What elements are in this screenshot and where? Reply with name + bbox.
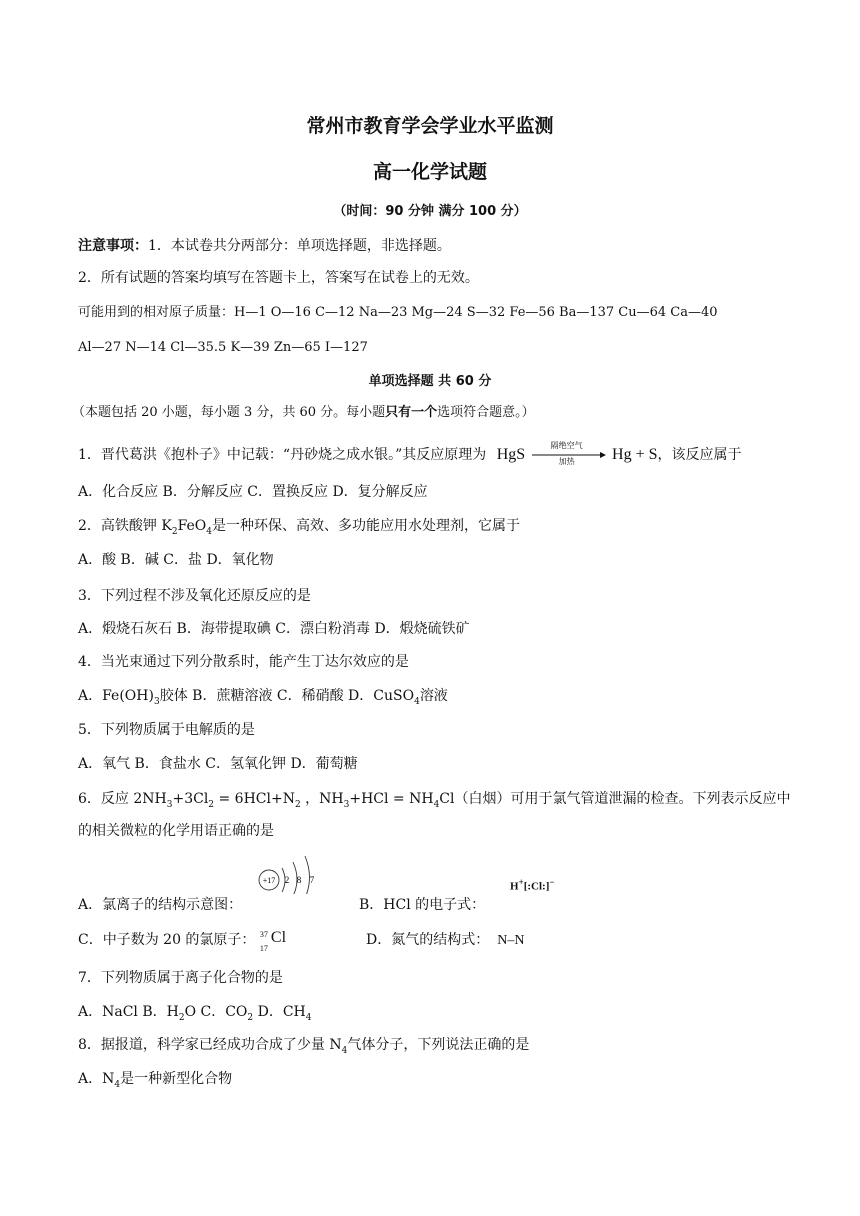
section-instructions: （本题包括 20 小题，每小题 3 分，共 60 分。每小题只有一个选项符合题意。）	[72, 405, 535, 420]
question-6-option-a: A．氯离子的结构示意图：	[78, 897, 243, 913]
question-6-option-c: C．中子数为 20 的氯原子： 37 17 Cl	[78, 930, 296, 950]
notes-line-1	[78, 236, 451, 256]
question-6-stem-line-2: 的相关微粒的化学用语正确的是	[78, 823, 274, 839]
shell-electrons-2: 8	[296, 875, 302, 885]
question-6-option-d: D．氮气的结构式： N–N	[366, 932, 525, 948]
q1-condition-top: 隔绝空气	[550, 441, 583, 450]
question-1-stem: 1．晋代葛洪《抱朴子》中记载：“丹砂烧之成水银。”其反应原理为 HgS 隔绝空气 加热 Hg + S，该反应属于	[78, 441, 742, 466]
exam-info: （时间：90 分钟 满分 100 分）	[333, 204, 527, 219]
isotope-atomic-number: 17	[259, 944, 268, 953]
question-4-stem: 4．当光束通过下列分散系时，能产生丁达尔效应的是	[78, 654, 409, 670]
shell-electrons-1: 2	[284, 875, 290, 885]
hcl-electron-formula: H+[:Cl:]−	[510, 877, 555, 893]
question-8-stem: 8．据报道，科学家已经成功合成了少量 $N_4$气体分子，下列说法正确的是	[78, 1037, 530, 1056]
section-title: 单项选择题 共 60 分	[368, 374, 492, 389]
question-6-option-b: B．HCl 的电子式：	[359, 897, 486, 913]
question-4-options: A．$Fe(OH)_3$胶体 B．蔗糖溶液 C．稀硝酸 D．CuSO$_4$溶液	[78, 688, 448, 707]
question-5-stem: 5．下列物质属于电解质的是	[78, 722, 255, 738]
question-2-options: A．酸 B．碱 C．盐 D．氧化物	[78, 552, 274, 568]
question-7-stem: 7．下列物质属于离子化合物的是	[78, 970, 283, 986]
emphasis-only-one: 只有一个	[385, 405, 438, 420]
q1-reactant: HgS	[496, 446, 526, 463]
nucleus-charge: +17	[262, 876, 276, 885]
atomic-masses-line-1: 可能用到的相对原子质量：H—1 O—16 C—12 Na—23 Mg—24 S—32 Fe—56 Ba—137 Cu—64 Ca—40	[78, 305, 718, 320]
exam-title: 常州市教育学会学业水平监测	[306, 115, 554, 137]
q1-products: Hg + S	[612, 446, 658, 463]
chloride-ion-structure-diagram	[256, 852, 324, 894]
notes-item-1: 1．本试卷共分两部分：单项选择题，非选择题。	[148, 238, 451, 254]
shell-electrons-3: 7	[309, 875, 315, 885]
q1-condition-bottom: 加热	[558, 457, 575, 466]
chlorine-isotope	[259, 929, 296, 953]
nitrogen-structural-formula: N–N	[497, 933, 525, 948]
question-1-options: A．化合反应 B．分解反应 C．置换反应 D．复分解反应	[78, 484, 428, 500]
atomic-masses-line-2: Al—27 N—14 Cl—35.5 K—39 Zn—65 I—127	[78, 340, 368, 355]
question-6-stem: 6．反应 $2NH_3+3Cl_2 = 6HCl+N_2$ ，$NH_3+HCl = NH_4Cl$（白烟）可用于氯气管道泄漏的检查。下列表示反应中	[78, 791, 791, 810]
notes-label: 注意事项：	[78, 238, 148, 254]
isotope-mass-number: 37	[259, 930, 268, 939]
isotope-symbol: Cl	[270, 929, 287, 946]
question-7-options: A．NaCl B．$H_2O$ C．$CO_2$ D．$CH_4$	[78, 1004, 312, 1023]
question-5-options: A．氧气 B．食盐水 C．氢氧化钾 D．葡萄糖	[78, 756, 358, 772]
question-3-options: A．煅烧石灰石 B．海带提取碘 C．漂白粉消毒 D．煅烧硫铁矿	[78, 621, 470, 637]
question-8-option-a: A．$N_4$是一种新型化合物	[78, 1071, 233, 1090]
notes-item-2: 2．所有试题的答案均填写在答题卡上，答案写在试卷上的无效。	[78, 270, 479, 286]
question-2-stem: 2．高铁酸钾 $K_2FeO_4$是一种环保、高效、多功能应用水处理剂，它属于	[78, 518, 521, 537]
exam-subtitle: 高一化学试题	[372, 161, 487, 183]
q1-reaction-arrow	[532, 443, 606, 467]
question-3-stem: 3．下列过程不涉及氧化还原反应的是	[78, 588, 311, 604]
